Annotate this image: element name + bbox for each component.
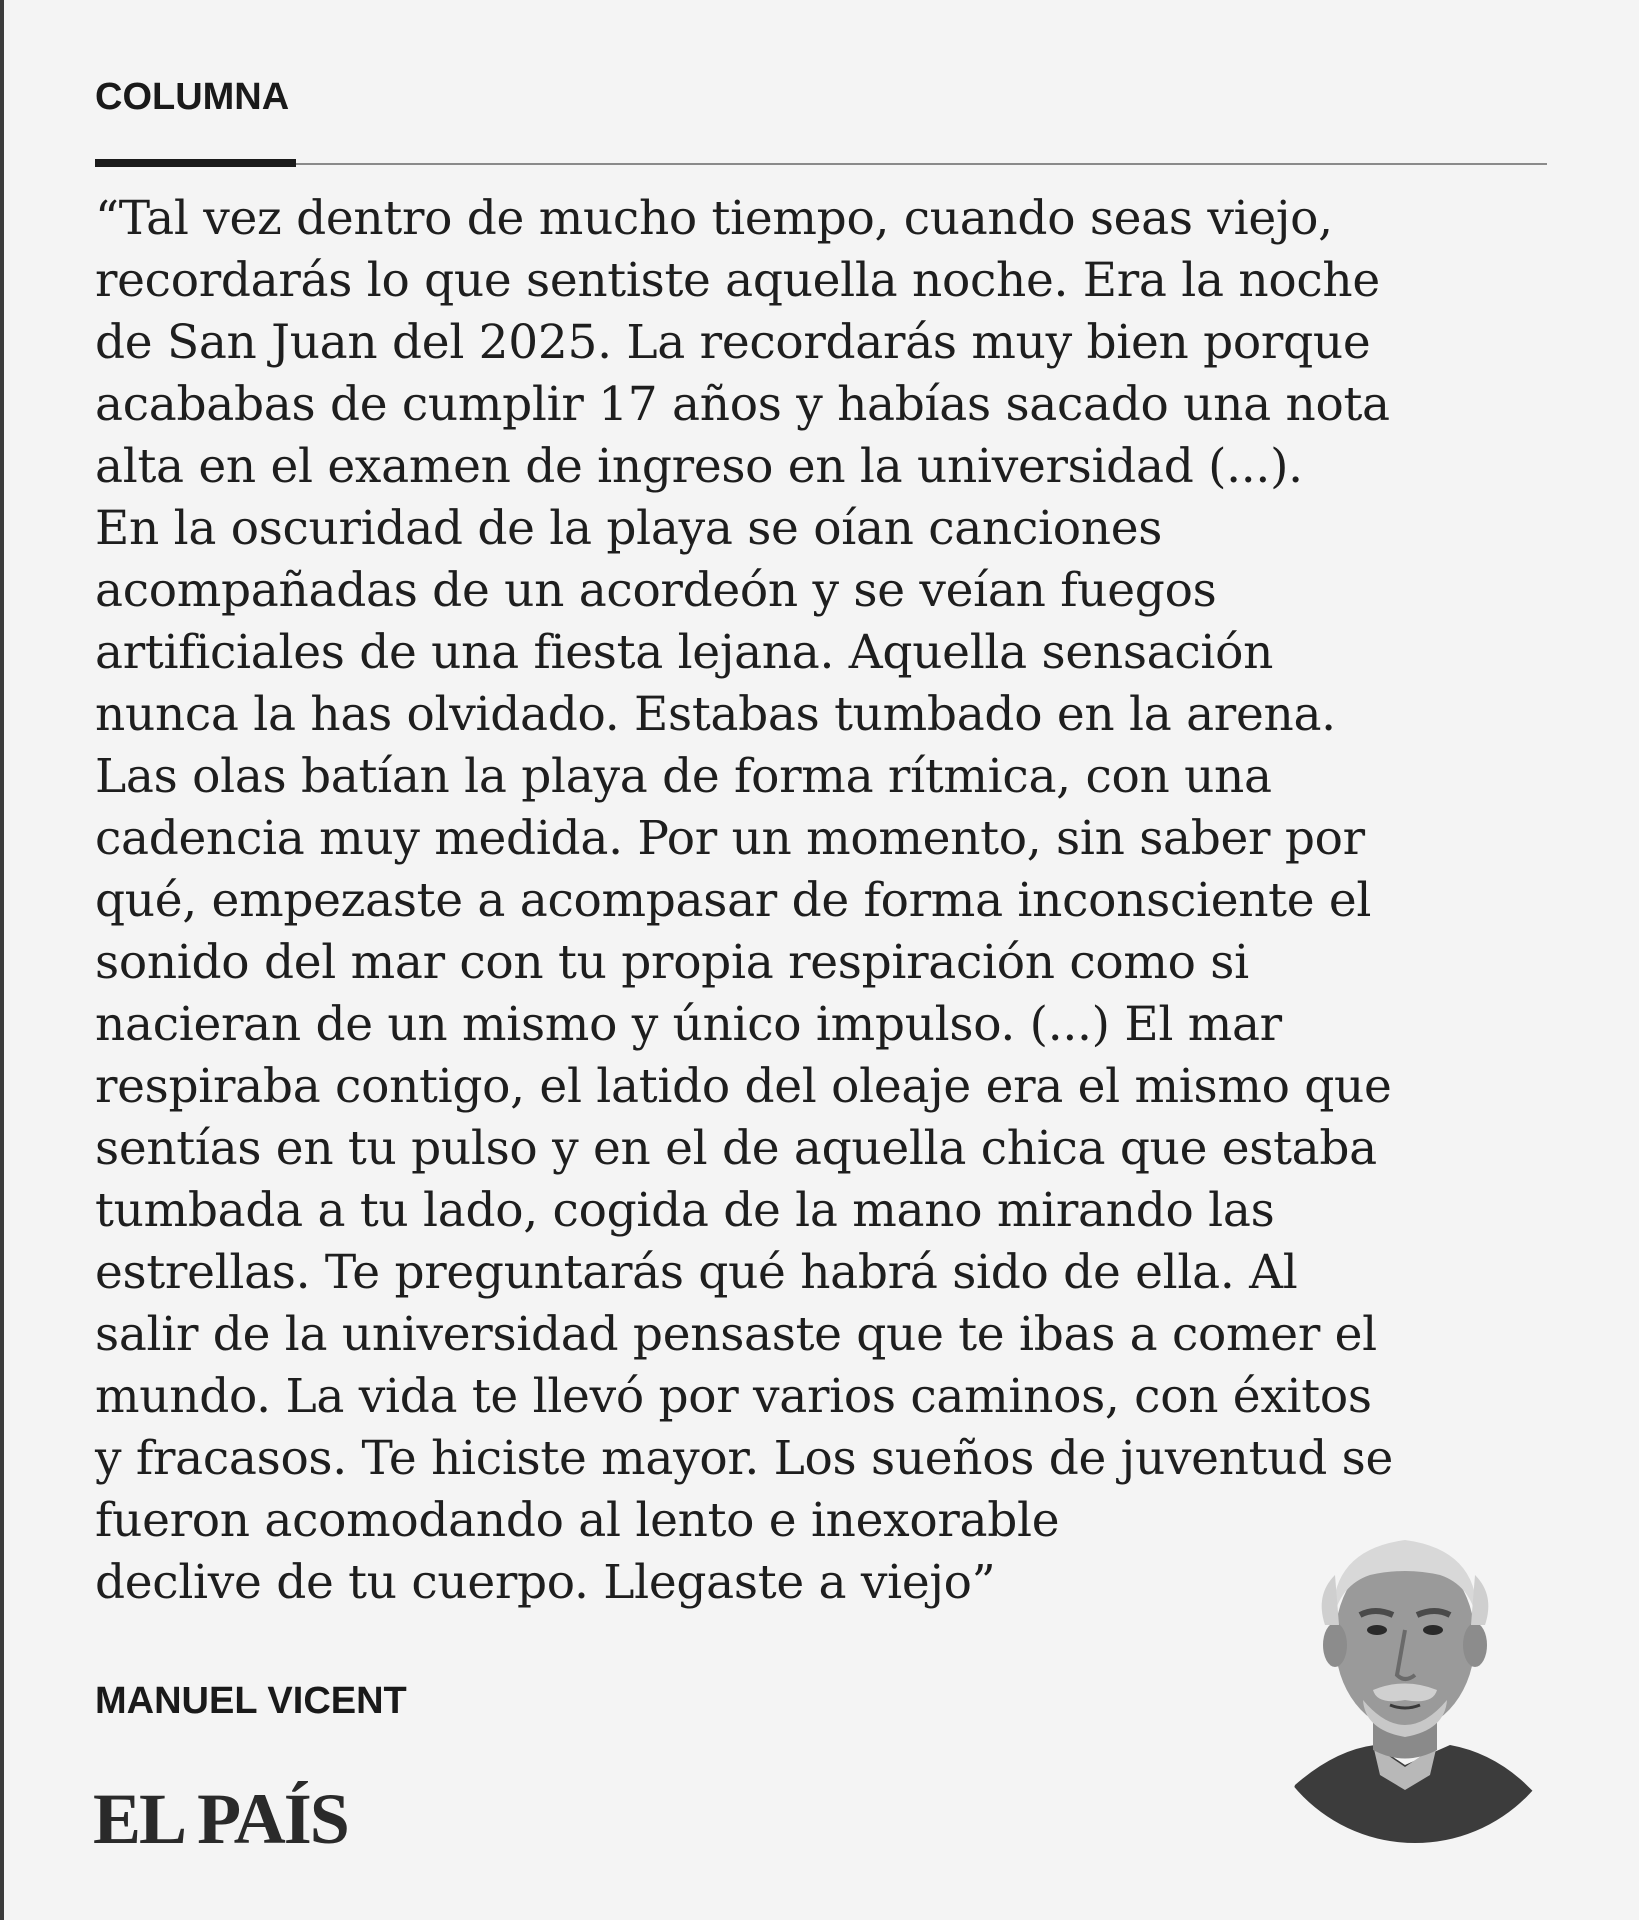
- section-label: COLUMNA: [95, 76, 290, 118]
- quote-line: y fracasos. Te hiciste mayor. Los sueños de juventud se: [95, 1431, 1393, 1486]
- quote-line: cadencia muy medida. Por un momento, sin saber por: [95, 811, 1365, 866]
- quote-line: estrellas. Te preguntarás qué habrá sido de ella. Al: [95, 1245, 1298, 1300]
- quote-line: fueron acomodando al lento e inexorable: [95, 1493, 1060, 1548]
- section-divider-accent: [95, 159, 296, 167]
- column-quote: [95, 188, 1565, 1614]
- quote-line: acababas de cumplir 17 años y habías sacado una nota: [95, 377, 1390, 432]
- quote-line: de San Juan del 2025. La recordarás muy bien porque: [95, 315, 1371, 370]
- quote-line: nacieran de un mismo y único impulso. (...) El mar: [95, 997, 1282, 1052]
- quote-line: recordarás lo que sentiste aquella noche. Era la noche: [95, 253, 1380, 308]
- quote-line: tumbada a tu lado, cogida de la mano mirando las: [95, 1183, 1275, 1238]
- author-portrait-icon: [1255, 1505, 1555, 1845]
- author-name: MANUEL VICENT: [95, 1680, 407, 1722]
- quote-line: En la oscuridad de la playa se oían canciones: [95, 501, 1163, 556]
- page-edge: [0, 0, 4, 1920]
- quote-line: salir de la universidad pensaste que te ibas a comer el: [95, 1307, 1377, 1362]
- section-divider: [95, 163, 1547, 165]
- quote-line: sentías en tu pulso y en el de aquella chica que estaba: [95, 1121, 1377, 1176]
- quote-line: sonido del mar con tu propia respiración como si: [95, 935, 1249, 990]
- quote-line: nunca la has olvidado. Estabas tumbado en la arena.: [95, 687, 1336, 742]
- quote-line: artificiales de una fiesta lejana. Aquella sensación: [95, 625, 1274, 680]
- quote-line: mundo. La vida te llevó por varios caminos, con éxitos: [95, 1369, 1372, 1424]
- quote-line: qué, empezaste a acompasar de forma inconsciente el: [95, 873, 1372, 928]
- quote-line: Las olas batían la playa de forma rítmica, con una: [95, 749, 1272, 804]
- quote-line: declive de tu cuerpo. Llegaste a viejo”: [95, 1555, 996, 1610]
- quote-line: acompañadas de un acordeón y se veían fuegos: [95, 563, 1217, 618]
- quote-line: alta en el examen de ingreso en la universidad (...).: [95, 439, 1303, 494]
- quote-line: “Tal vez dentro de mucho tiempo, cuando seas viejo,: [95, 191, 1333, 246]
- quote-line: respiraba contigo, el latido del oleaje era el mismo que: [95, 1059, 1392, 1114]
- el-pais-logo: EL PAÍS: [93, 1779, 348, 1859]
